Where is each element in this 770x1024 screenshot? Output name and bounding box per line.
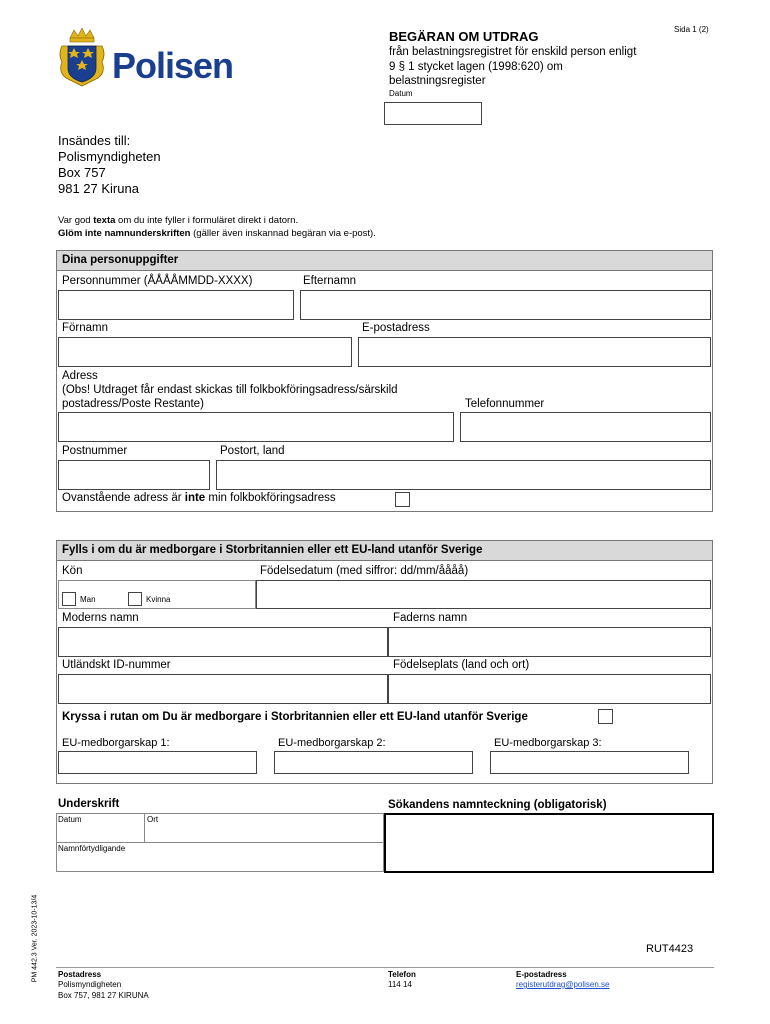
telefon-footer-label: Telefon xyxy=(388,970,416,979)
postnummer-field[interactable] xyxy=(58,460,210,490)
form-code: RUT4423 xyxy=(646,943,694,955)
kvinna-checkbox[interactable] xyxy=(128,592,142,606)
epost-footer-link[interactable]: registerutdrag@polisen.se xyxy=(516,980,610,989)
id-field[interactable] xyxy=(58,674,388,704)
date-field[interactable] xyxy=(384,102,482,125)
folkbokforing-bold: inte xyxy=(184,492,206,504)
instruction-text: (gäller även inskannad begäran via e-post). xyxy=(190,228,376,239)
faderns-label: Faderns namn xyxy=(393,612,468,624)
instruction-text: Var god xyxy=(58,215,94,226)
folkbokforing-text-part: min folkbokföringsadress xyxy=(205,492,336,504)
police-crest-icon xyxy=(56,28,108,88)
man-checkbox[interactable] xyxy=(62,592,76,606)
subtitle-line: från belastningsregistret för enskild person enligt xyxy=(389,46,637,58)
postnummer-label: Postnummer xyxy=(62,445,128,457)
medb1-field[interactable] xyxy=(58,751,257,774)
subtitle-line: 9 § 1 stycket lagen (1998:620) om xyxy=(389,60,563,73)
instruction-line-2 xyxy=(58,228,376,239)
kvinna-label: Kvinna xyxy=(146,595,171,604)
postort-label: Postort, land xyxy=(220,445,285,457)
medb1-label: EU-medborgarskap 1: xyxy=(62,737,170,749)
side-code: PM 442.3 Ver. 2023-10-13/4 xyxy=(31,894,39,983)
namnfortydligande-label: Namnförtydligande xyxy=(58,844,126,853)
personnummer-label: Personnummer (ÅÅÅÅMMDD-XXXX) xyxy=(62,275,253,287)
fodelsedatum-field[interactable] xyxy=(256,580,711,609)
folkbokforing-text-part: Ovanstående adress är xyxy=(62,492,185,504)
postadress-line: Box 757, 981 27 KIRUNA xyxy=(58,991,149,1000)
signature-heading: Underskrift xyxy=(58,798,120,810)
moderns-field[interactable] xyxy=(58,627,388,657)
instruction-bold: Glöm inte namnunderskriften xyxy=(58,228,191,239)
logo-text: Polisen xyxy=(112,45,234,86)
personal-section-heading: Dina personuppgifter xyxy=(57,251,712,271)
page-number: Sida 1 (2) xyxy=(674,25,709,34)
faderns-field[interactable] xyxy=(388,627,711,657)
footer-divider xyxy=(56,967,714,968)
postort-field[interactable] xyxy=(216,460,711,490)
epost-footer-label: E-postadress xyxy=(516,970,567,979)
fodelseplats-label: Födelseplats (land och ort) xyxy=(393,659,530,671)
adress-label-line: postadress/Poste Restante) xyxy=(62,398,204,410)
moderns-label: Moderns namn xyxy=(62,612,139,624)
adress-label xyxy=(62,369,398,411)
date-label: Datum xyxy=(389,89,413,98)
send-to-line: Polismyndigheten xyxy=(58,149,161,164)
document-subtitle xyxy=(389,45,689,89)
telefon-label: Telefonnummer xyxy=(465,398,545,410)
datum-label: Datum xyxy=(58,815,82,824)
medb2-label: EU-medborgarskap 2: xyxy=(278,737,386,749)
postadress-line: Polismyndigheten xyxy=(58,980,122,989)
adress-label-line: Adress xyxy=(62,370,98,382)
send-to-address xyxy=(58,133,161,197)
signature-field[interactable] xyxy=(384,813,714,873)
instruction-bold: texta xyxy=(93,215,116,226)
folkbokforing-text xyxy=(62,492,336,504)
eu-citizen-checkbox[interactable] xyxy=(598,709,613,724)
kon-label: Kön xyxy=(62,565,83,577)
man-label: Man xyxy=(80,595,96,604)
fodelseplats-field[interactable] xyxy=(388,674,711,704)
ort-field[interactable] xyxy=(144,813,384,843)
telefon-footer-value: 114 14 xyxy=(388,980,412,989)
subtitle-line: belastningsregister xyxy=(389,75,486,87)
telefon-field[interactable] xyxy=(460,412,711,442)
adress-label-line: (Obs! Utdraget får endast skickas till folkbokföringsadress/särskild xyxy=(62,384,398,396)
send-to-line: Insändes till: xyxy=(58,133,131,148)
efternamn-field[interactable] xyxy=(300,290,711,320)
postadress-label: Postadress xyxy=(58,970,102,979)
folkbokforing-checkbox[interactable] xyxy=(395,492,410,507)
instruction-text: om du inte fyller i formuläret direkt i datorn. xyxy=(115,215,299,226)
personnummer-field[interactable] xyxy=(58,290,294,320)
ort-label: Ort xyxy=(147,815,159,824)
document-title: BEGÄRAN OM UTDRAG xyxy=(389,29,539,44)
fodelsedatum-label: Födelsedatum (med siffror: dd/mm/åååå) xyxy=(260,565,469,577)
send-to-line: Box 757 xyxy=(58,165,106,180)
efternamn-label: Efternamn xyxy=(303,275,357,287)
eu-checkbox-text: Kryssa i rutan om Du är medborgare i Storbritannien eller ett EU-land utanför Sverige xyxy=(62,711,528,723)
medb3-field[interactable] xyxy=(490,751,689,774)
epost-field[interactable] xyxy=(358,337,711,367)
epost-label: E-postadress xyxy=(362,322,430,334)
medb2-field[interactable] xyxy=(274,751,473,774)
sign-heading: Sökandens namnteckning (obligatorisk) xyxy=(388,799,607,811)
eu-section-heading: Fylls i om du är medborgare i Storbritannien eller ett EU-land utanför Sverige xyxy=(57,541,712,561)
medb3-label: EU-medborgarskap 3: xyxy=(494,737,602,749)
adress-field[interactable] xyxy=(58,412,454,442)
fornamn-field[interactable] xyxy=(58,337,352,367)
id-label: Utländskt ID-nummer xyxy=(62,659,171,671)
fornamn-label: Förnamn xyxy=(62,322,109,334)
instruction-line-1 xyxy=(58,215,298,226)
send-to-line: 981 27 Kiruna xyxy=(58,181,139,196)
